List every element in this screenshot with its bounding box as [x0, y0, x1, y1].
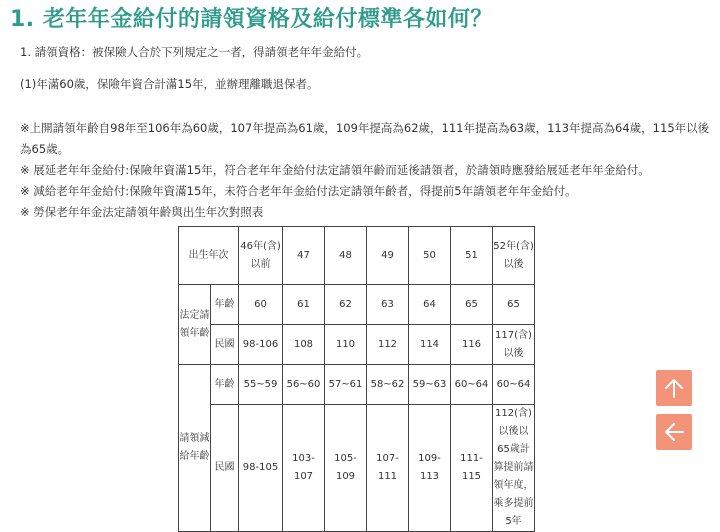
- table-row: [179, 405, 595, 532]
- table-cell: 114: [409, 325, 451, 365]
- birth-year-header: 47: [283, 227, 325, 285]
- table-cell: 60: [239, 285, 283, 325]
- note-age-schedule: ※上開請領年齡自98年至106年為60歲，107年提高為61歲，109年提高為62歲，111年提高為63歲，113年提高為64歲，115年以後為65歲。: [20, 121, 710, 156]
- arrow-up-icon: [663, 377, 685, 399]
- table-cell: 65: [493, 285, 535, 325]
- table-cell: 117(含) 以後: [493, 325, 535, 365]
- eligibility-paragraph: 1. 請領資格：被保險人合於下列規定之一者，得請領老年年金給付。: [20, 45, 369, 59]
- arrow-left-icon: [663, 421, 685, 443]
- table-row: [179, 227, 595, 285]
- table-cell: 58~62: [367, 365, 409, 405]
- table-cell: 98-105: [239, 405, 283, 532]
- table-cell: 62: [325, 285, 367, 325]
- birth-year-header: 46年(含)以前: [239, 227, 283, 285]
- table-cell: 110: [325, 325, 367, 365]
- table-cell: 56~60: [283, 365, 325, 405]
- table-cell: 103-107: [283, 405, 325, 532]
- page-title: 1. 老年年金給付的請領資格及給付標準各如何？: [10, 7, 493, 32]
- table-cell: 59~63: [409, 365, 451, 405]
- reduced-age-group-label: 請領減給年齡: [179, 365, 211, 532]
- table-cell: 57~61: [325, 365, 367, 405]
- table-cell: 112: [367, 325, 409, 365]
- birth-year-header: 52年(含)以後: [493, 227, 535, 285]
- age-comparison-table: [178, 226, 595, 532]
- table-cell: 60~64: [493, 365, 535, 405]
- table-cell: 60~64: [451, 365, 493, 405]
- table-cell: 116: [451, 325, 493, 365]
- table-cell: 112(含)以後以65歲計算提前請領年度，乘多提前5年: [493, 405, 535, 532]
- table-cell: 64: [409, 285, 451, 325]
- table-cell: 108: [283, 325, 325, 365]
- table-cell: 55~59: [239, 365, 283, 405]
- table-row: [179, 325, 595, 365]
- birth-year-header: 51: [451, 227, 493, 285]
- row-label-age: 年齡: [211, 285, 239, 325]
- table-cell: 63: [367, 285, 409, 325]
- scroll-to-top-button[interactable]: [656, 370, 692, 406]
- condition-paragraph: (1)年滿60歲，保險年資合計滿15年，並辦理離職退保者。: [20, 77, 319, 91]
- table-row: [179, 285, 595, 325]
- legal-age-group-label: 法定請領年齡: [179, 285, 211, 365]
- row-label-roc: 民國: [211, 405, 239, 532]
- back-button[interactable]: [656, 414, 692, 450]
- table-cell: 111-115: [451, 405, 493, 532]
- row-label-age: 年齡: [211, 365, 239, 405]
- table-cell: 65: [451, 285, 493, 325]
- table-cell: 105-109: [325, 405, 367, 532]
- birth-year-header: 48: [325, 227, 367, 285]
- table-cell: 109-113: [409, 405, 451, 532]
- table-cell: 107-111: [367, 405, 409, 532]
- birth-year-header: 50: [409, 227, 451, 285]
- row-label-roc: 民國: [211, 325, 239, 365]
- note-reduced-pension: ※ 減給老年年金給付:保險年資滿15年，未符合老年年金給付法定請領年齡者，得提前5年請領老年年金給付。: [20, 184, 577, 198]
- corner-header: 出生年次: [179, 227, 239, 285]
- birth-year-header: 49: [367, 227, 409, 285]
- note-deferred-pension: ※ 展延老年年金給付:保險年資滿15年，符合老年年金給付法定請領年齡而延後請領者，於請領時應發給展延老年年金給付。: [20, 163, 650, 177]
- table-cell: 61: [283, 285, 325, 325]
- table-cell: 98-106: [239, 325, 283, 365]
- table-row: [179, 365, 595, 405]
- note-table-caption: ※ 勞保老年年金法定請領年齡與出生年次對照表: [20, 205, 264, 219]
- notes-block: [20, 118, 710, 223]
